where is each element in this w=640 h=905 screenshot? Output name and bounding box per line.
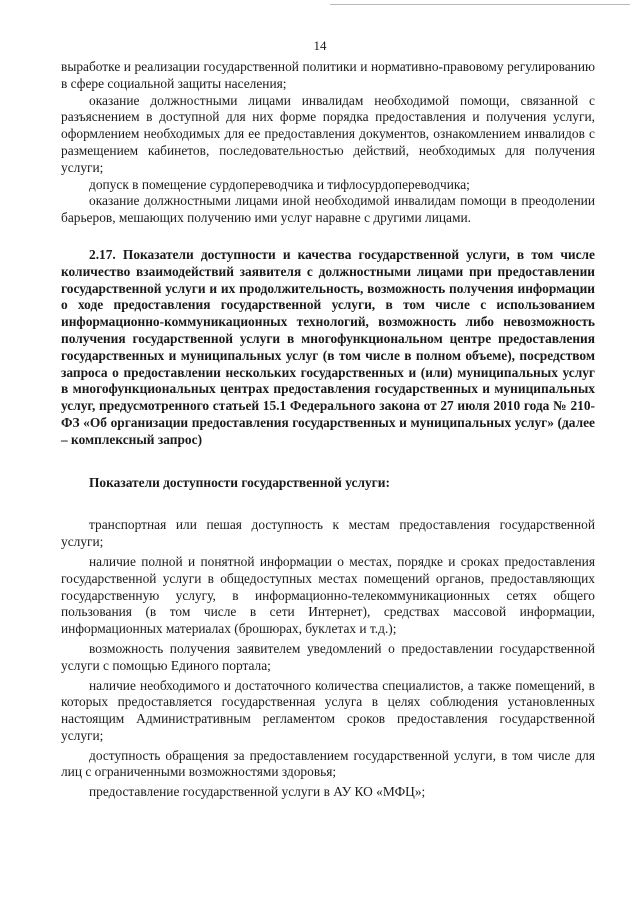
page-number: 14: [313, 38, 327, 53]
indicator-item: транспортная или пешая доступность к местам предоставления государственной услуги;: [61, 517, 595, 550]
document-body: [61, 59, 595, 801]
subheading: Показатели доступности государственной услуги:: [89, 474, 390, 490]
paragraph: оказание должностными лицами иной необходимой инвалидам помощи в преодолении барьеров, мешающих получению ими услуг наравне с другими лицами.: [61, 193, 595, 226]
indicator-item: возможность получения заявителем уведомлений о предоставлении государственной услуги с помощью Единого портала;: [61, 640, 595, 673]
paragraph: оказание должностными лицами инвалидам необходимой помощи, связанной с разъяснением в доступной для них форме порядка предоставления и получения услуги, оформлением необходимых для ее предоставления документов, ознакомлением инвалидов с размещением кабинетов, последовательностью действий, необходимых для получения услуги;: [61, 92, 595, 175]
top-rule: [330, 4, 630, 5]
indicator-item: наличие полной и понятной информации о местах, порядке и сроках предоставления государственной услуги в общедоступных местах помещений органов, предоставляющих государственную услугу, в информационно-телекоммуникационных сетях общего пользования (в том числе в сети Интернет), средствах массовой информации, информационных материалах (брошюрах, буклетах и т.д.);: [61, 553, 595, 637]
indicator-item: наличие необходимого и достаточного количества специалистов, а также помещений, в которых предоставляется государственная услуга в целях соблюдения установленных настоящим Административным регламентом сроков предоставления государственной услуги;: [61, 677, 595, 743]
indicator-item: доступность обращения за предоставлением государственной услуги, в том числе для лиц с ограниченными возможностями здоровья;: [61, 747, 595, 780]
paragraph: выработке и реализации государственной политики и нормативно-правовому регулированию в сфере социальной защиты населения;: [61, 59, 595, 91]
indicator-item: предоставление государственной услуги в АУ КО «МФЦ»;: [89, 784, 426, 800]
paragraph: допуск в помещение сурдопереводчика и тифлосурдопереводчика;: [89, 176, 470, 192]
section-heading: 2.17. Показатели доступности и качества государственной услуги, в том числе количество взаимодействий заявителя с должностными лицами при предоставлении государственной услуги и их продолжительность, возможность получения информации о ходе предоставления государственной услуги, в том числе с использованием информационно-коммуникационных технологий, возможность либо невозможность получения государственной услуги в многофункциональном центре предоставления государственных и муниципальных услуг (в том числе в полном объеме), посредством запроса о предоставлении нескольких государственных и (или) муниципальных услуг в многофункциональных центрах предоставления государственных и муниципальных услуг, предусмотренного статьей 15.1 Федерального закона от 27 июля 2010 года № 210-ФЗ «Об организации предоставления государственных и муниципальных услуг» (далее – комплексный запрос): [61, 246, 595, 447]
